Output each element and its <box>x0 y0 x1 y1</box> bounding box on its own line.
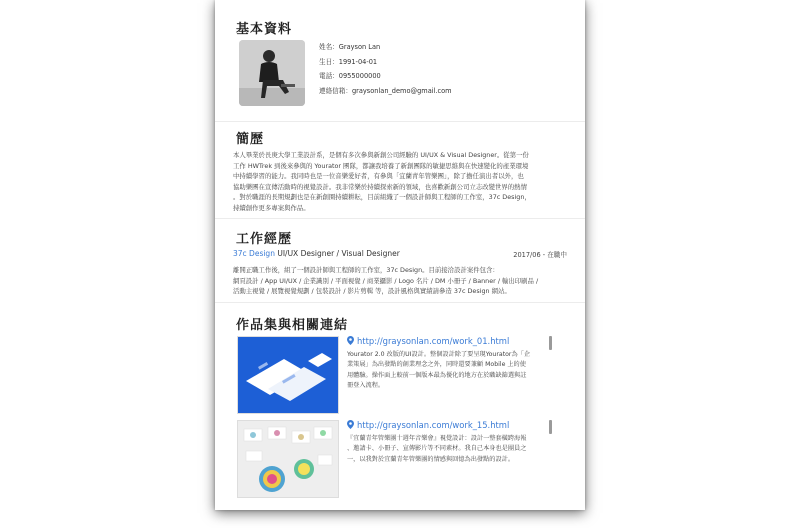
work-thumbnail[interactable] <box>237 420 339 498</box>
bio-text <box>233 150 569 214</box>
job-date: 2017/06 - 在職中 <box>513 251 567 259</box>
phone-text: 電話：0955000000 <box>319 72 381 80</box>
bio-line: 工作 HWTrek 到後來參與的 Yourator 團隊，都讓我培養了新創團隊的敏捷思維與在快速變化的產業環境 <box>233 161 529 170</box>
experience-line: 活動主視覺 / 展覽視覺規劃 / 包裝設計 / 影片剪輯 等，設計風格與實績請參造 37c Design 網站。 <box>233 287 511 296</box>
resume-sheet <box>215 0 585 510</box>
experience-heading: 工作經歷 <box>236 232 293 247</box>
divider <box>215 218 585 219</box>
contact-info <box>319 40 452 98</box>
experience-line: 離開正職工作後，組了一個設計師與工程師的工作室，37c Design。目前接洽設計案件包含： <box>233 266 499 274</box>
work-desc-line: Yourator 2.0 改版的UI設計。整個設計除了要呈現Yourator為「企 <box>347 351 531 358</box>
work-desc-line: 用體驗。操作面上較前一個版本最為優化的地方在於職缺篩選與註 <box>347 371 527 379</box>
job-entry <box>233 249 569 258</box>
concert-materials-image <box>238 421 338 497</box>
scrollbar[interactable] <box>549 336 552 350</box>
email-text[interactable]: 連絡信箱：graysonlan_demo@gmail.com <box>319 86 452 95</box>
bio-line: 持續創作更多專案與作品。 <box>233 203 310 212</box>
map-pin-icon <box>347 420 354 429</box>
bio-line: 協助樂團在宣傳活動時的視覺設計。我非常樂於持續探索新的領域，也喜歡新創公司立志改變世界的熱情 <box>233 182 527 191</box>
profile-photo <box>239 40 305 106</box>
job-title: UI/UX Designer / Visual Designer <box>274 249 400 258</box>
work-url[interactable]: http://graysonlan.com/work_01.html <box>357 336 510 346</box>
person-photo-icon <box>239 40 305 106</box>
work-desc-line: 業策展」為出發點的創業理念之外，同時還要兼顧 Mobile 上的使 <box>347 361 526 369</box>
divider <box>215 302 585 303</box>
experience-line: 網頁設計 / App UI/UX / 企業識別 / 平面視覺 / 商業攝影 / Logo 名片 / DM 小冊子 / Banner / 輸出印刷品 / <box>233 276 539 285</box>
scrollbar[interactable] <box>549 420 552 434</box>
work-desc-line: 『宜蘭青年管樂團十週年音樂會』視覺設計：設計一整套橫跨海報 <box>347 435 527 442</box>
birthday-text: 生日：1991-04-01 <box>319 57 378 66</box>
portfolio-heading: 作品集與相關連結 <box>236 318 349 333</box>
bio-line: 中持續學習的能力。我同時也是一位音樂愛好者，有參與「宜蘭青年管樂團」，除了擔任演出者以外，也 <box>233 172 524 181</box>
work-desc-line: 一，以我對於宜蘭青年管樂團的情感與回憶為出發點的設計。 <box>347 455 515 463</box>
map-pin-icon <box>347 336 354 345</box>
work-description <box>347 350 545 392</box>
work-description <box>347 434 545 465</box>
divider <box>215 121 585 122</box>
basic-info-heading: 基本資料 <box>236 22 293 37</box>
bio-heading: 簡歷 <box>236 132 265 147</box>
bio-line: 。對於職涯的長期規劃也是在新創圈持續耕耘，目前組織了一個設計師與工程師的工作室，37c Design， <box>233 193 531 202</box>
bio-line: 本人畢業於長庚大學工業設計系，是個有多次參與新創公司經驗的 UI/UX & Visual Designer。從第一份 <box>233 151 529 159</box>
work-link[interactable] <box>347 336 509 346</box>
name-text: 姓名：Grayson Lan <box>319 43 381 51</box>
work-desc-line: 冊登入流程。 <box>347 382 385 390</box>
work-desc-line: 、邀請卡、小冊子、宣傳影片等不同素材。我自己本身也是團員之 <box>347 445 527 453</box>
company-link[interactable]: 37c Design <box>233 249 275 258</box>
yourator-screens-image <box>238 337 338 413</box>
work-thumbnail[interactable] <box>237 336 339 414</box>
work-link[interactable] <box>347 420 509 430</box>
experience-text <box>233 265 569 297</box>
work-url[interactable]: http://graysonlan.com/work_15.html <box>357 420 510 430</box>
